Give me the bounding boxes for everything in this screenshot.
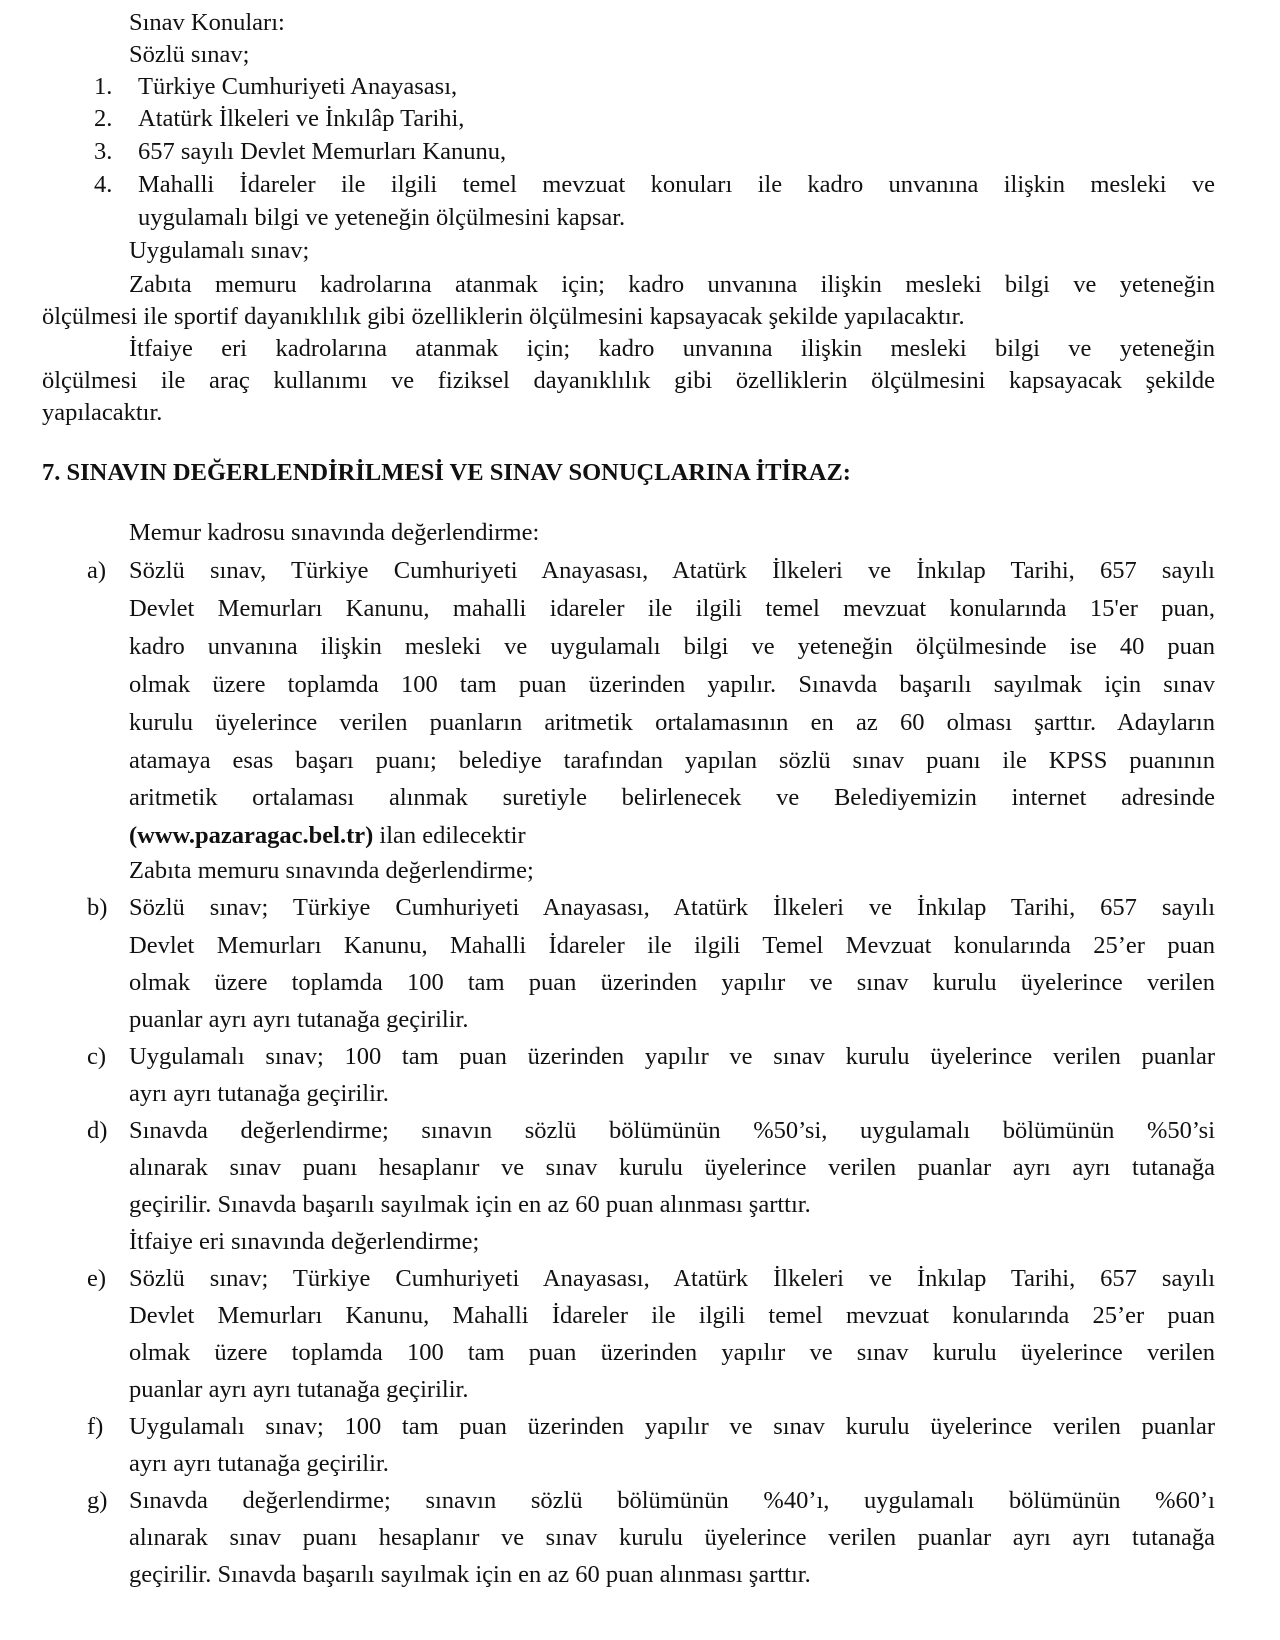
- item-d-line: geçirilir. Sınavda başarılı sayılmak için en az 60 puan alınması şarttır.: [129, 1191, 811, 1218]
- item-marker: e): [87, 1265, 107, 1292]
- item-f-line: Uygulamalı sınav; 100 tam puan üzerinden yapılır ve sınav kurulu üyelerince verilen puanlar: [129, 1413, 1215, 1440]
- item-c-line: Uygulamalı sınav; 100 tam puan üzerinden yapılır ve sınav kurulu üyelerince verilen puanlar: [129, 1043, 1215, 1070]
- zabita-evaluation-label: Zabıta memuru sınavında değerlendirme;: [129, 857, 534, 884]
- item-marker: g): [87, 1487, 108, 1514]
- memur-evaluation-label: Memur kadrosu sınavında değerlendirme:: [129, 519, 540, 546]
- zabita-paragraph-line: ölçülmesi ile sportif dayanıklılık gibi özelliklerin ölçülmesini kapsayacak şekilde yapılacaktır.: [42, 303, 965, 330]
- topic-text: 657 sayılı Devlet Memurları Kanunu,: [138, 138, 507, 165]
- topic-text: Mahalli İdareler ile ilgili temel mevzuat konuları ile kadro unvanına ilişkin mesleki ve: [138, 171, 1215, 198]
- item-e-line: olmak üzere toplamda 100 tam puan üzerinden yapılır ve sınav kurulu üyelerince verilen: [129, 1339, 1215, 1366]
- item-marker: a): [87, 557, 107, 584]
- itfaiye-paragraph-line: ölçülmesi ile araç kullanımı ve fiziksel dayanıklılık gibi özelliklerin ölçülmesini kapsayacak şekilde: [42, 367, 1215, 394]
- itfaiye-paragraph-line: İtfaiye eri kadrolarına atanmak için; kadro unvanına ilişkin mesleki bilgi ve yeteneğin: [129, 335, 1215, 362]
- topic-text: Türkiye Cumhuriyeti Anayasası,: [138, 73, 458, 100]
- item-f-line: ayrı ayrı tutanağa geçirilir.: [129, 1450, 389, 1477]
- item-b-line: Devlet Memurları Kanunu, Mahalli İdareler ile ilgili Temel Mevzuat konularında 25’er puan: [129, 932, 1215, 959]
- itfaiye-paragraph-line: yapılacaktır.: [42, 399, 163, 426]
- topic-number: 4.: [94, 171, 113, 198]
- item-e-line: Devlet Memurları Kanunu, Mahalli İdareler ile ilgili temel mevzuat konularında 25’er puan: [129, 1302, 1215, 1329]
- item-a-line: aritmetik ortalaması alınmak suretiyle belirlenecek ve Belediyemizin internet adresinde: [129, 784, 1215, 811]
- item-b-line: puanlar ayrı ayrı tutanağa geçirilir.: [129, 1006, 469, 1033]
- item-d-line: Sınavda değerlendirme; sınavın sözlü bölümünün %50’si, uygulamalı bölümünün %50’si: [129, 1117, 1215, 1144]
- announcement-text: ilan edilecektir: [373, 822, 526, 849]
- item-a-line: Devlet Memurları Kanunu, mahalli idareler ile ilgili temel mevzuat konularında 15'er puan,: [129, 595, 1215, 622]
- itfaiye-evaluation-label: İtfaiye eri sınavında değerlendirme;: [129, 1228, 480, 1255]
- item-marker: b): [87, 894, 108, 921]
- item-e-line: puanlar ayrı ayrı tutanağa geçirilir.: [129, 1376, 469, 1403]
- item-g-line: Sınavda değerlendirme; sınavın sözlü bölümünün %40’ı, uygulamalı bölümünün %60’ı: [129, 1487, 1215, 1514]
- item-g-line: geçirilir. Sınavda başarılı sayılmak için en az 60 puan alınması şarttır.: [129, 1561, 811, 1588]
- item-a-line: [129, 821, 526, 851]
- topic-number: 1.: [94, 73, 113, 100]
- website-url: (www.pazaragac.bel.tr): [129, 822, 374, 849]
- exam-topics-title: Sınav Konuları:: [129, 9, 285, 36]
- item-g-line: alınarak sınav puanı hesaplanır ve sınav kurulu üyelerince verilen puanlar ayrı ayrı tutanağa: [129, 1524, 1215, 1551]
- item-d-line: alınarak sınav puanı hesaplanır ve sınav kurulu üyelerince verilen puanlar ayrı ayrı tutanağa: [129, 1154, 1215, 1181]
- item-c-line: ayrı ayrı tutanağa geçirilir.: [129, 1080, 389, 1107]
- applied-exam-label: Uygulamalı sınav;: [129, 237, 310, 264]
- item-a-line: Sözlü sınav, Türkiye Cumhuriyeti Anayasası, Atatürk İlkeleri ve İnkılap Tarihi, 657 sayılı: [129, 557, 1215, 584]
- topic-number: 3.: [94, 138, 113, 165]
- item-e-line: Sözlü sınav; Türkiye Cumhuriyeti Anayasası, Atatürk İlkeleri ve İnkılap Tarihi, 657 sayılı: [129, 1265, 1215, 1292]
- section-heading: 7. SINAVIN DEĞERLENDİRİLMESİ VE SINAV SONUÇLARINA İTİRAZ:: [42, 459, 851, 486]
- topic-text: uygulamalı bilgi ve yeteneğin ölçülmesini kapsar.: [138, 204, 626, 231]
- item-a-line: kadro unvanına ilişkin mesleki ve uygulamalı bilgi ve yeteneğin ölçülmesinde ise 40 puan: [129, 633, 1215, 660]
- item-marker: c): [87, 1043, 107, 1070]
- item-b-line: olmak üzere toplamda 100 tam puan üzerinden yapılır ve sınav kurulu üyelerince verilen: [129, 969, 1215, 996]
- item-marker: f): [87, 1413, 104, 1440]
- zabita-paragraph-line: Zabıta memuru kadrolarına atanmak için; kadro unvanına ilişkin mesleki bilgi ve yeteneğin: [129, 271, 1215, 298]
- item-marker: d): [87, 1117, 108, 1144]
- topic-text: Atatürk İlkeleri ve İnkılâp Tarihi,: [138, 105, 465, 132]
- item-a-line: atamaya esas başarı puanı; belediye tarafından yapılan sözlü sınav puanı ile KPSS puanının: [129, 747, 1215, 774]
- item-a-line: olmak üzere toplamda 100 tam puan üzerinden yapılır. Sınavda başarılı sayılmak için sınav: [129, 671, 1215, 698]
- item-a-line: kurulu üyelerince verilen puanların aritmetik ortalamasının en az 60 olması şarttır. Adayların: [129, 709, 1215, 736]
- oral-exam-label: Sözlü sınav;: [129, 41, 250, 68]
- item-b-line: Sözlü sınav; Türkiye Cumhuriyeti Anayasası, Atatürk İlkeleri ve İnkılap Tarihi, 657 sayılı: [129, 894, 1215, 921]
- topic-number: 2.: [94, 105, 113, 132]
